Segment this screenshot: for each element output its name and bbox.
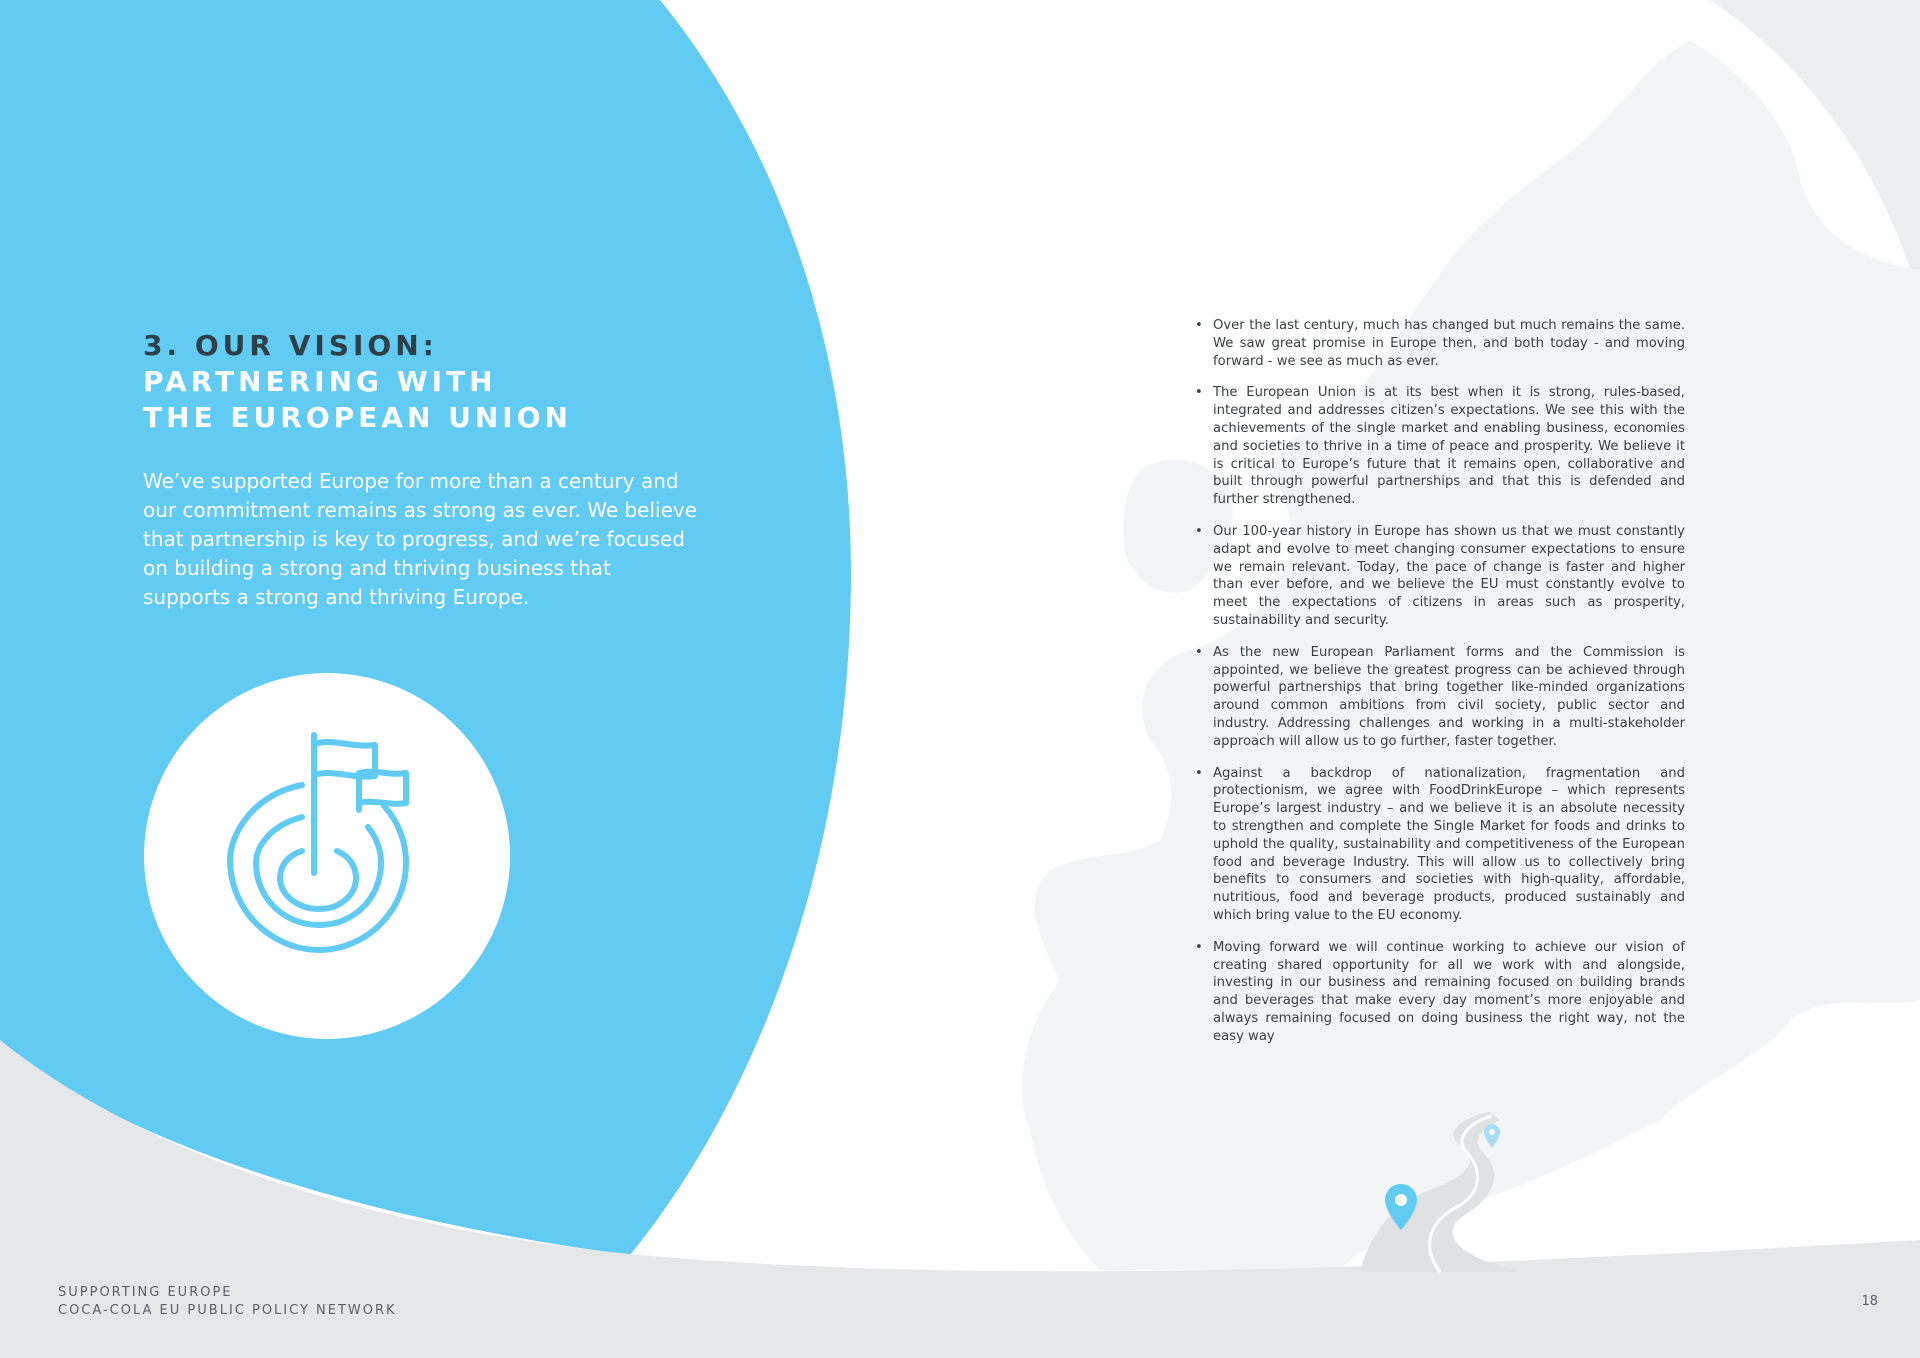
footer-text <box>58 1284 397 1320</box>
list-item: • Against a backdrop of nationalization, fragmentation and protectionism, we agree with FoodDrinkEurope – which represents Europe’s largest industry – and we believe it is an absolute necessity to strengthen and complete the Single Market for foods and drinks to uphold the quality, sustainability and competitiveness of the European food and beverage Industry. This will allow us to collectively bring benefits to consumers and societies with high-quality, affordable, nutritious, food and beverage products, produced sustainably and which bring value to the EU economy. <box>1195 765 1685 925</box>
vision-bullet-list <box>1195 317 1685 1059</box>
small-location-pin-icon <box>1483 1123 1501 1149</box>
list-item: • Over the last century, much has changed but much remains the same. We saw great promise in Europe then, and both today - and moving forward - we see as much as ever. <box>1195 317 1685 370</box>
heading-line-number: 3. OUR VISION: <box>143 329 438 362</box>
list-item: • Our 100-year history in Europe has shown us that we must constantly adapt and evolve to meet changing consumer expectations to ensure we remain relevant. Today, the pace of change is faster and higher than ever before, and we believe the EU must constantly evolve to meet the expectations of citizens in areas such as prosperity, sustainability and security. <box>1195 523 1685 630</box>
vision-icon-circle <box>144 673 510 1039</box>
heading-line-3: THE EUROPEAN UNION <box>143 401 572 434</box>
intro-paragraph: We’ve supported Europe for more than a century and our commitment remains as strong as ever. We believe that partnership is key to progress, and we’re focused on building a strong and thriving business that supports a strong and thriving Europe. <box>143 469 698 609</box>
blue-swoosh-shape <box>0 0 851 1255</box>
location-pin-icon <box>1384 1183 1418 1231</box>
list-item: • The European Union is at its best when it is strong, rules-based, integrated and addresses citizen’s expectations. We see this with the achievements of the single market and enabling business, economies and societies to thrive in a time of peace and prosperity. We believe it is critical to Europe’s future that it remains open, collaborative and built through powerful partnerships and that this is defended and further strengthened. <box>1195 384 1685 509</box>
footer-line-2: COCA-COLA EU PUBLIC POLICY NETWORK <box>58 1303 397 1318</box>
list-item: • Moving forward we will continue working to achieve our vision of creating shared opportunity for all we work with and alongside, investing in our business and remaining focused on building brands and beverages that make every day moment’s more enjoyable and always remaining focused on doing business the right way, not the easy way <box>1195 939 1685 1046</box>
list-item: • As the new European Parliament forms and the Commission is appointed, we believe the greatest progress can be achieved through powerful partnerships that bring together like-minded organizations around common ambitions from civil society, public sector and industry. Addressing challenges and working in a multi-stakeholder approach will allow us to go further, faster together. <box>1195 644 1685 751</box>
footer-line-1: SUPPORTING EUROPE <box>58 1285 233 1300</box>
heading-line-2: PARTNERING WITH <box>143 365 497 398</box>
section-heading <box>143 328 572 436</box>
page-number: 18 <box>1861 1294 1878 1309</box>
target-with-flags-icon <box>144 673 510 1039</box>
